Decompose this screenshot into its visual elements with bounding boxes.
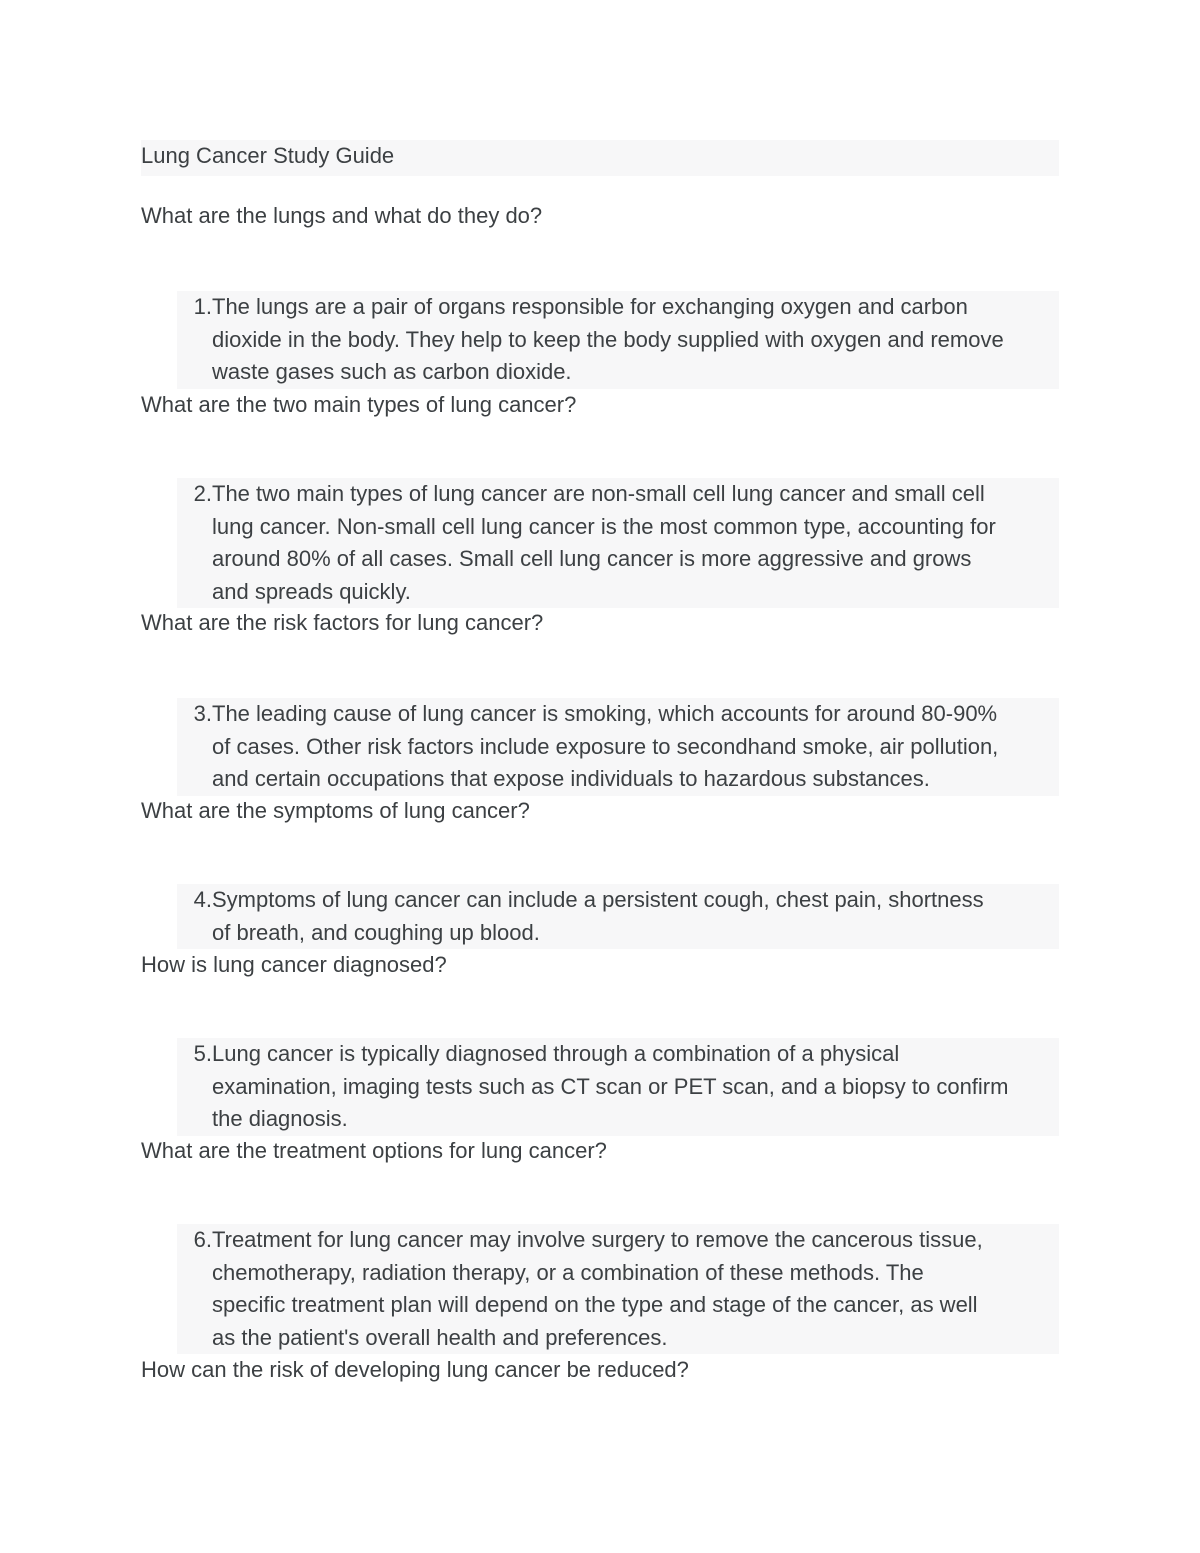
answer-2 — [177, 478, 1059, 608]
answer-3-line-1: The leading cause of lung cancer is smoking, which accounts for around 80-90% — [212, 701, 998, 726]
answer-6 — [177, 1224, 1059, 1354]
question-1: What are the lungs and what do they do? — [141, 203, 543, 228]
answer-2-line-2: lung cancer. Non-small cell lung cancer is the most common type, accounting for — [212, 513, 996, 539]
answer-6-line-1: Treatment for lung cancer may involve surgery to remove the cancerous tissue, — [212, 1227, 983, 1252]
answer-4 — [177, 884, 1059, 949]
answer-2-line-4: and spreads quickly. — [212, 578, 411, 604]
answer-1-line-2: dioxide in the body. They help to keep the body supplied with oxygen and remove — [212, 326, 1004, 352]
answer-6-line-3: specific treatment plan will depend on the type and stage of the cancer, as well — [212, 1292, 978, 1318]
question-3: What are the risk factors for lung cancer? — [141, 610, 544, 635]
answer-5-line-2: examination, imaging tests such as CT scan or PET scan, and a biopsy to confirm — [212, 1073, 1009, 1099]
answer-3-line-3: and certain occupations that expose individuals to hazardous substances. — [212, 766, 930, 792]
answer-1-line-1: The lungs are a pair of organs responsible for exchanging oxygen and carbon — [212, 294, 968, 319]
question-6: What are the treatment options for lung cancer? — [141, 1138, 607, 1163]
answer-5-line-1: Lung cancer is typically diagnosed through a combination of a physical — [212, 1041, 900, 1066]
answer-3 — [177, 698, 1059, 796]
list-number-1: 1. — [193, 294, 212, 319]
answer-2-line-3: around 80% of all cases. Small cell lung cancer is more aggressive and grows — [212, 546, 972, 572]
answer-3-line-2: of cases. Other risk factors include exposure to secondhand smoke, air pollution, — [212, 733, 999, 759]
answer-5-line-3: the diagnosis. — [212, 1106, 348, 1132]
list-number-5: 5. — [193, 1041, 212, 1066]
answer-5 — [177, 1038, 1059, 1136]
list-number-4: 4. — [193, 887, 212, 912]
answer-6-line-2: chemotherapy, radiation therapy, or a combination of these methods. The — [212, 1259, 924, 1285]
answer-6-line-4: as the patient's overall health and preferences. — [212, 1324, 668, 1350]
question-7: How can the risk of developing lung cancer be reduced? — [141, 1357, 689, 1382]
list-number-3: 3. — [193, 701, 212, 726]
answer-4-line-1: Symptoms of lung cancer can include a persistent cough, chest pain, shortness — [212, 887, 984, 912]
list-number-2: 2. — [193, 481, 212, 506]
answer-2-line-1: The two main types of lung cancer are non-small cell lung cancer and small cell — [212, 481, 985, 506]
answer-1 — [177, 291, 1059, 389]
question-2: What are the two main types of lung cancer? — [141, 392, 577, 417]
answer-4-line-2: of breath, and coughing up blood. — [212, 919, 540, 945]
list-number-6: 6. — [193, 1227, 212, 1252]
document-title: Lung Cancer Study Guide — [141, 140, 1059, 176]
question-4: What are the symptoms of lung cancer? — [141, 798, 530, 823]
answer-1-line-3: waste gases such as carbon dioxide. — [212, 359, 572, 385]
question-5: How is lung cancer diagnosed? — [141, 952, 447, 977]
